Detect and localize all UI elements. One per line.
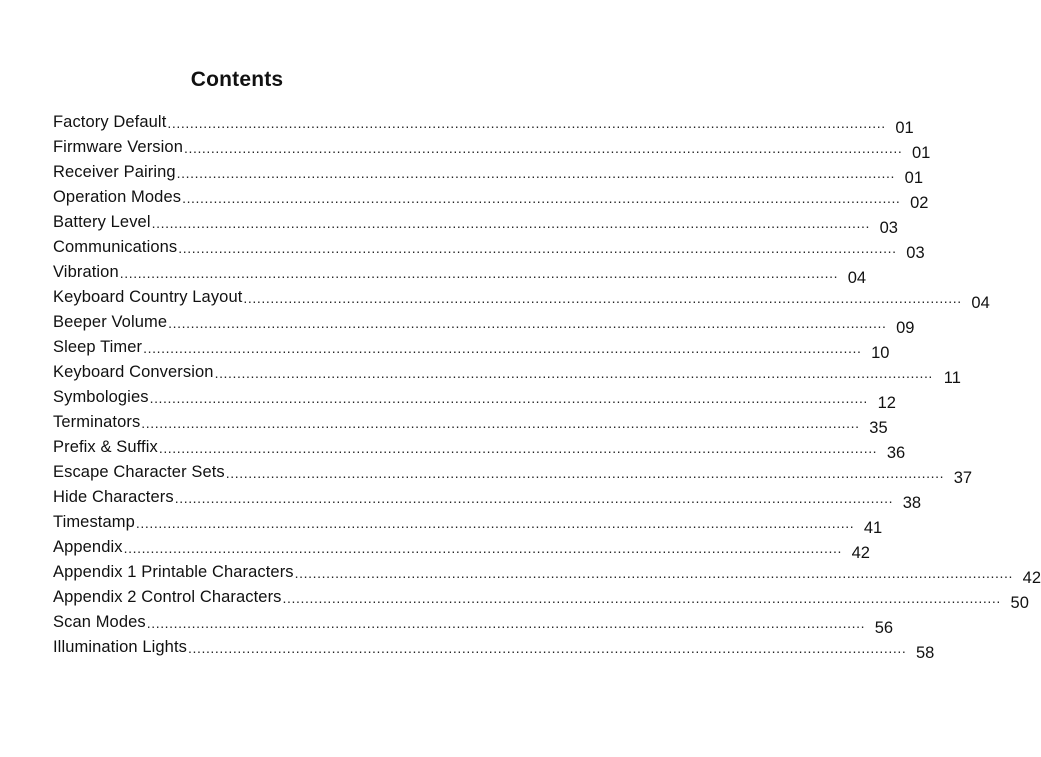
toc-entry-page: 58 [915, 644, 935, 662]
toc-entry-label: Escape Character Sets [53, 463, 225, 481]
toc-entry-page: 12 [877, 394, 896, 412]
toc-entry[interactable] [53, 333, 890, 362]
toc-entry-label: Operation Modes [53, 188, 182, 206]
toc-entry-page: 04 [847, 269, 867, 287]
toc-entry[interactable] [53, 583, 1029, 612]
dot-leader: ................................................................................................................................................................ [143, 340, 862, 356]
dot-leader: ................................................................................................................................................................ [225, 465, 945, 481]
dot-leader: ................................................................................................................................................................ [178, 240, 897, 256]
toc-entry-page: 42 [851, 544, 870, 562]
toc-entry-page: 56 [874, 619, 894, 637]
toc-entry[interactable] [53, 133, 931, 162]
toc-entry-page: 04 [971, 294, 990, 312]
toc-entry-label: Sleep Timer [53, 338, 143, 356]
toc-entry-page: 02 [910, 194, 929, 212]
toc-entry-label: Illumination Lights [53, 638, 187, 656]
toc-entry-page: 01 [911, 144, 931, 162]
toc-entry[interactable] [53, 408, 888, 437]
toc-entry-label: Vibration [53, 263, 119, 281]
toc-entry[interactable] [53, 533, 870, 562]
toc-entry-page: 38 [902, 494, 922, 512]
toc-entry[interactable] [53, 608, 894, 637]
dot-leader: ................................................................................................................................................................ [168, 315, 887, 331]
toc-entry[interactable] [53, 508, 883, 537]
toc-entry[interactable] [53, 233, 925, 262]
toc-entry-label: Timestamp [53, 513, 135, 531]
toc-entry-label: Appendix 1 Printable Characters [53, 563, 294, 581]
toc-entry-label: Firmware Version [53, 138, 183, 156]
table-of-contents [53, 108, 1041, 662]
dot-leader: ................................................................................................................................................................ [151, 215, 870, 231]
toc-entry-page: 50 [1010, 594, 1029, 612]
toc-entry[interactable] [53, 633, 935, 662]
dot-leader: ................................................................................................................................................................ [123, 540, 842, 556]
dot-leader: ................................................................................................................................................................ [174, 490, 894, 506]
toc-entry-label: Beeper Volume [53, 313, 168, 331]
toc-entry[interactable] [53, 383, 896, 412]
dot-leader: ................................................................................................................................................................ [182, 190, 901, 206]
dot-leader: ................................................................................................................................................................ [187, 640, 907, 656]
toc-entry-label: Prefix & Suffix [53, 438, 158, 456]
toc-entry-page: 11 [943, 369, 961, 387]
toc-entry-label: Appendix 2 Control Characters [53, 588, 282, 606]
toc-entry[interactable] [53, 558, 1041, 587]
toc-entry-page: 35 [869, 419, 888, 437]
dot-leader: ................................................................................................................................................................ [294, 565, 1013, 581]
toc-entry[interactable] [53, 108, 914, 137]
toc-entry[interactable] [53, 183, 929, 212]
toc-entry-page: 36 [886, 444, 906, 462]
dot-leader: ................................................................................................................................................................ [158, 440, 878, 456]
toc-entry[interactable] [53, 258, 867, 287]
toc-entry-page: 09 [896, 319, 915, 337]
toc-entry-page: 10 [871, 344, 890, 362]
toc-entry[interactable] [53, 208, 898, 237]
dot-leader: ................................................................................................................................................................ [149, 390, 868, 406]
dot-leader: ................................................................................................................................................................ [119, 265, 839, 281]
toc-entry-page: 41 [863, 519, 883, 537]
dot-leader: ................................................................................................................................................................ [243, 290, 962, 306]
toc-entry-label: Terminators [53, 413, 141, 431]
dot-leader: ................................................................................................................................................................ [176, 165, 895, 181]
toc-entry[interactable] [53, 483, 922, 512]
toc-entry-page: 01 [895, 119, 914, 137]
page-title: Contents [190, 68, 284, 91]
toc-entry[interactable] [53, 283, 990, 312]
toc-entry-label: Receiver Pairing [53, 163, 176, 181]
toc-entry-label: Factory Default [53, 113, 167, 131]
toc-entry-label: Symbologies [53, 388, 149, 406]
toc-entry[interactable] [53, 358, 961, 387]
toc-entry-label: Battery Level [53, 213, 151, 231]
toc-entry-label: Appendix [53, 538, 123, 556]
toc-entry[interactable] [53, 158, 923, 187]
toc-entry-label: Keyboard Country Layout [53, 288, 243, 306]
toc-entry-label: Communications [53, 238, 178, 256]
dot-leader: ................................................................................................................................................................ [183, 140, 903, 156]
toc-entry[interactable] [53, 308, 915, 337]
toc-entry-page: 42 [1022, 569, 1041, 587]
toc-entry[interactable] [53, 433, 906, 462]
toc-entry-label: Scan Modes [53, 613, 146, 631]
toc-entry[interactable] [53, 458, 973, 487]
toc-entry-page: 01 [904, 169, 923, 187]
dot-leader: ................................................................................................................................................................ [146, 615, 866, 631]
dot-leader: ................................................................................................................................................................ [282, 590, 1001, 606]
dot-leader: ................................................................................................................................................................ [141, 415, 860, 431]
dot-leader: ................................................................................................................................................................ [167, 115, 886, 131]
toc-entry-page: 37 [953, 469, 973, 487]
toc-entry-page: 03 [906, 244, 925, 262]
toc-entry-page: 03 [879, 219, 898, 237]
toc-entry-label: Hide Characters [53, 488, 174, 506]
dot-leader: ................................................................................................................................................................ [135, 515, 855, 531]
toc-entry-label: Keyboard Conversion [53, 363, 214, 381]
dot-leader: ................................................................................................................................................................ [214, 365, 933, 381]
